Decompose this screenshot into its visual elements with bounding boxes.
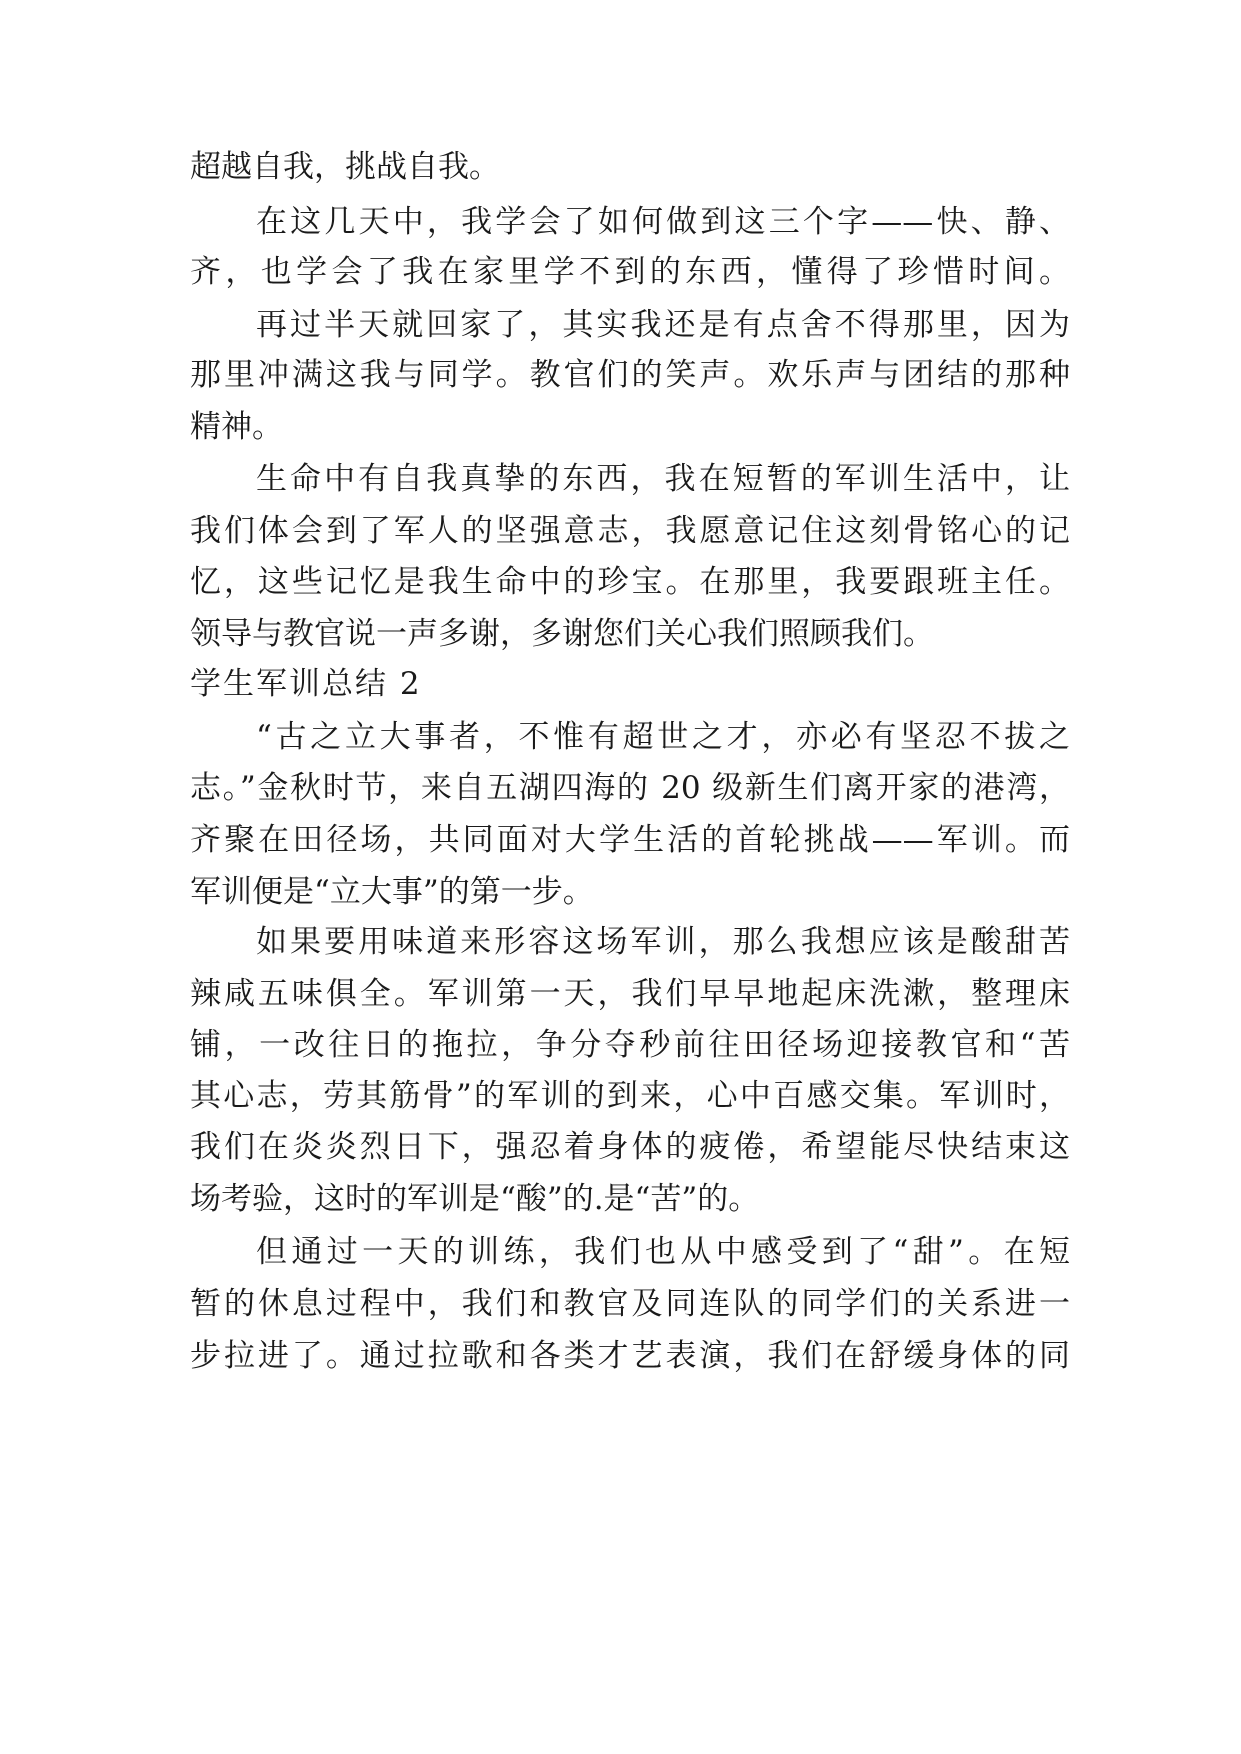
text-line: 超越自我，挑战自我。	[190, 149, 500, 185]
text-line: 军训便是“立大事”的第一步。	[190, 874, 594, 910]
text-line: 齐，也学会了我在家里学不到的东西，懂得了珍惜时间。	[190, 254, 1070, 290]
text-line: 齐聚在田径场，共同面对大学生活的首轮挑战——军训。而	[190, 822, 1070, 858]
text-line: 但通过一天的训练，我们也从中感受到了“甜”。在短	[256, 1234, 1070, 1270]
text-line: 暂的休息过程中，我们和教官及同连队的同学们的关系进一	[190, 1286, 1070, 1322]
text-line: 其心志，劳其筋骨”的军训的到来，心中百感交集。军训时，	[190, 1078, 1070, 1114]
text-line: 再过半天就回家了，其实我还是有点舍不得那里，因为	[256, 307, 1070, 343]
text-line: 我们在炎炎烈日下，强忍着身体的疲倦，希望能尽快结束这	[190, 1129, 1070, 1165]
text-line: 生命中有自我真挚的东西，我在短暂的军训生活中，让	[256, 461, 1070, 497]
text-line: 铺，一改往日的拖拉，争分夺秒前往田径场迎接教官和“苦	[190, 1027, 1070, 1063]
text-line: 那里冲满这我与同学。教官们的笑声。欢乐声与团结的那种	[190, 357, 1070, 393]
text-line: “古之立大事者，不惟有超世之才，亦必有坚忍不拔之	[256, 719, 1070, 755]
text-line: 志。”金秋时节，来自五湖四海的 20 级新生们离开家的港湾，	[190, 770, 1070, 806]
text-line: 场考验，这时的军训是“酸”的.是“苦”的。	[190, 1181, 760, 1217]
text-line: 领导与教官说一声多谢，多谢您们关心我们照顾我们。	[190, 616, 934, 652]
section-heading: 学生军训总结 2	[190, 666, 422, 702]
text-line: 忆，这些记忆是我生命中的珍宝。在那里，我要跟班主任。	[190, 564, 1070, 600]
text-line: 辣咸五味俱全。军训第一天，我们早早地起床洗漱，整理床	[190, 976, 1070, 1012]
text-line: 步拉进了。通过拉歌和各类才艺表演，我们在舒缓身体的同	[190, 1338, 1070, 1374]
text-line: 我们体会到了军人的坚强意志，我愿意记住这刻骨铭心的记	[190, 513, 1070, 549]
text-line: 在这几天中，我学会了如何做到这三个字——快、静、	[256, 204, 1070, 240]
text-line: 如果要用味道来形容这场军训，那么我想应该是酸甜苦	[256, 924, 1070, 960]
text-line: 精神。	[190, 409, 283, 445]
